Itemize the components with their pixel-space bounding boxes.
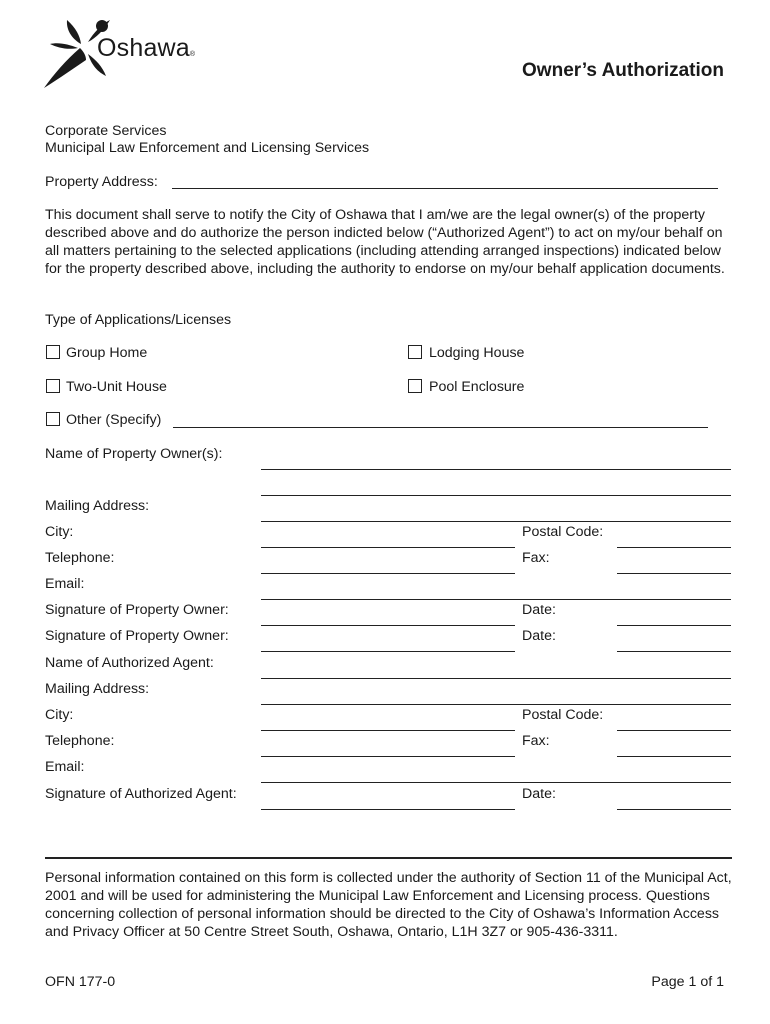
other-specify-field[interactable]	[173, 427, 708, 428]
lodging-house-label: Lodging House	[429, 345, 525, 361]
agent-email-field[interactable]	[261, 782, 731, 783]
agent-date-field[interactable]	[617, 809, 731, 810]
agent-postal-field[interactable]	[617, 730, 731, 731]
other-label: Other (Specify)	[66, 412, 162, 428]
page-number: Page 1 of 1	[651, 974, 724, 990]
group-home-label: Group Home	[66, 345, 148, 361]
owner-mailing-label: Mailing Address:	[45, 498, 150, 514]
owner-signature-1-label: Signature of Property Owner:	[45, 602, 229, 618]
form-number: OFN 177-0	[45, 974, 116, 990]
pool-enclosure-label: Pool Enclosure	[429, 379, 525, 395]
owner-name-label: Name of Property Owner(s):	[45, 446, 223, 462]
agent-fax-label: Fax:	[522, 733, 550, 749]
logo-text: Oshawa	[97, 34, 190, 62]
agent-city-label: City:	[45, 707, 74, 723]
pool-enclosure-checkbox[interactable]	[408, 379, 422, 393]
owner-mailing-field[interactable]	[261, 521, 731, 522]
two-unit-house-checkbox[interactable]	[46, 379, 60, 393]
lodging-house-checkbox[interactable]	[408, 345, 422, 359]
agent-fax-field[interactable]	[617, 756, 731, 757]
owner-fax-field[interactable]	[617, 573, 731, 574]
registered-mark: ®	[189, 51, 196, 58]
owner-email-field[interactable]	[261, 599, 731, 600]
applications-heading: Type of Applications/Licenses	[45, 312, 232, 328]
other-checkbox[interactable]	[46, 412, 60, 426]
agent-mailing-label: Mailing Address:	[45, 681, 150, 697]
agent-postal-label: Postal Code:	[522, 707, 604, 723]
agent-telephone-label: Telephone:	[45, 733, 115, 749]
group-home-checkbox[interactable]	[46, 345, 60, 359]
agent-signature-label: Signature of Authorized Agent:	[45, 786, 237, 802]
agent-telephone-field[interactable]	[261, 756, 515, 757]
privacy-notice: Personal information contained on this form is collected under the authority of Section 11 of the Municipal Act, 2001 and will be used for administering the Municipal Law Enforcement and Licensing process. Questions concerning collection of personal information should be directed to the City of Oshawa’s Information Access and Privacy Officer at 50 Centre Street South, Oshawa, Ontario, L1H 3Z7 or 905-436-3311.	[45, 870, 732, 940]
department-line-2: Municipal Law Enforcement and Licensing Services	[45, 140, 370, 156]
agent-name-field[interactable]	[261, 678, 731, 679]
page-title: Owner’s Authorization	[522, 60, 724, 81]
owner-telephone-field[interactable]	[261, 573, 515, 574]
agent-name-label: Name of Authorized Agent:	[45, 655, 214, 671]
owner-postal-field[interactable]	[617, 547, 731, 548]
owner-postal-label: Postal Code:	[522, 524, 604, 540]
department-line-1: Corporate Services	[45, 123, 167, 139]
footer-divider	[45, 857, 732, 859]
agent-city-field[interactable]	[261, 730, 515, 731]
two-unit-house-label: Two-Unit House	[66, 379, 167, 395]
agent-mailing-field[interactable]	[261, 704, 731, 705]
owner-signature-2-label: Signature of Property Owner:	[45, 628, 229, 644]
property-address-label: Property Address:	[45, 174, 158, 190]
owner-signature-2-field[interactable]	[261, 651, 515, 652]
owner-city-label: City:	[45, 524, 74, 540]
authorization-statement: This document shall serve to notify the City of Oshawa that I am/we are the legal owner(s) of the property described above and do authorize the person indicted below (“Authorized Agent”) to act on my/our behalf on all matters pertaining to the selected applications (including attending arranged inspections) indicated below for the property described above, including the authority to endorse on my/our behalf application documents.	[45, 207, 725, 277]
owner-city-field[interactable]	[261, 547, 515, 548]
owner-email-label: Email:	[45, 576, 85, 592]
owner-date-2-field[interactable]	[617, 651, 731, 652]
owner-date-1-field[interactable]	[617, 625, 731, 626]
agent-signature-field[interactable]	[261, 809, 515, 810]
owner-date-2-label: Date:	[522, 628, 556, 644]
agent-date-label: Date:	[522, 786, 556, 802]
owner-fax-label: Fax:	[522, 550, 550, 566]
logo-wordmark	[97, 34, 195, 63]
owner-telephone-label: Telephone:	[45, 550, 115, 566]
owner-signature-1-field[interactable]	[261, 625, 515, 626]
agent-email-label: Email:	[45, 759, 85, 775]
owner-name-field-1[interactable]	[261, 469, 731, 470]
property-address-field[interactable]	[172, 188, 718, 189]
owner-date-1-label: Date:	[522, 602, 556, 618]
owner-name-field-2[interactable]	[261, 495, 731, 496]
